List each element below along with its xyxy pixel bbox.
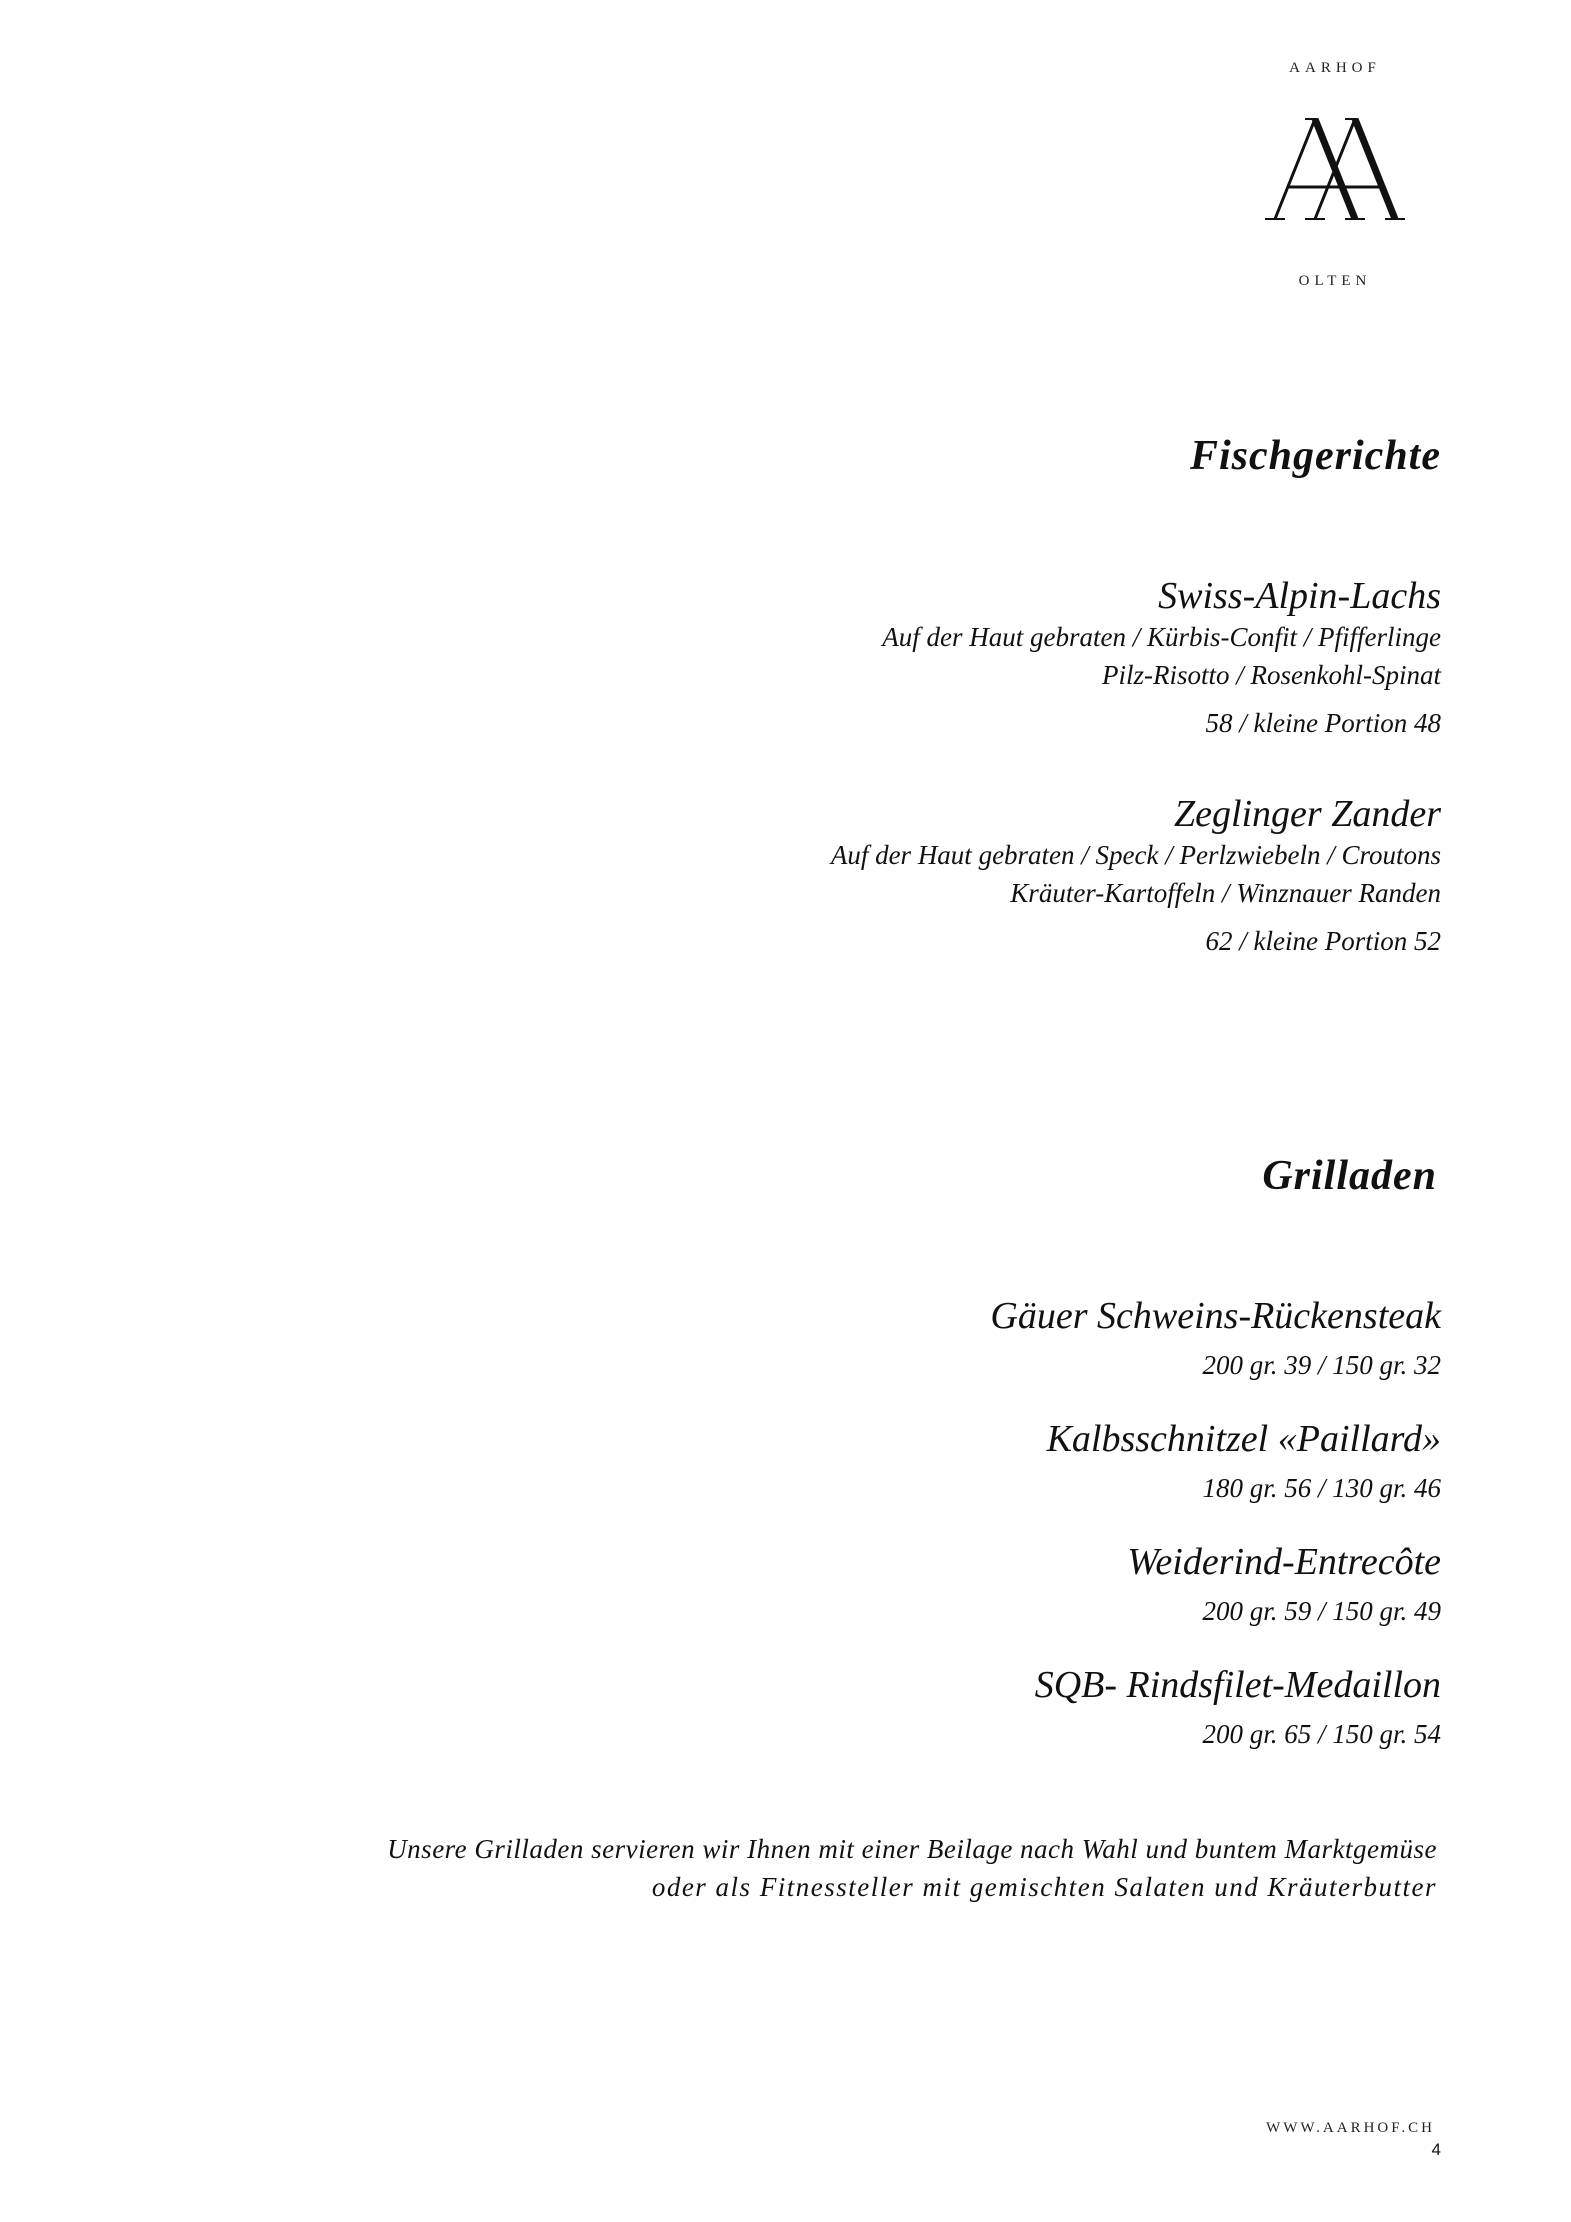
- section-title-grill: Grilladen: [1262, 1153, 1437, 1199]
- dish-price: 200 gr. 65 / 150 gr. 54: [1202, 1719, 1441, 1749]
- dish-price: 58 / kleine Portion 48: [1205, 708, 1441, 738]
- dish-name: Kalbsschnitzel «Paillard»: [1046, 1418, 1441, 1460]
- logo-top-text: AARHOF: [1289, 60, 1381, 76]
- dish-description: Auf der Haut gebraten / Kürbis-Confit / Pfifferlinge: [882, 622, 1441, 652]
- grill-note-line: oder als Fitnessteller mit gemischten Salaten und Kräuterbutter: [651, 1872, 1437, 1902]
- dish-name: Zeglinger Zander: [1173, 793, 1441, 835]
- dish-name: Gäuer Schweins-Rückensteak: [990, 1295, 1441, 1337]
- page-number: 4: [1431, 2140, 1441, 2159]
- aarhof-logo: [1255, 60, 1415, 290]
- dish-name: SQB- Rindsfilet-Medaillon: [1034, 1664, 1441, 1706]
- dish-rindsfilet-medaillon: [1035, 1663, 1441, 1753]
- dish-price: 200 gr. 39 / 150 gr. 32: [1202, 1350, 1441, 1380]
- dish-kalbsschnitzel: [1047, 1417, 1441, 1507]
- dish-description: Pilz-Risotto / Rosenkohl-Spinat: [1102, 660, 1441, 690]
- dish-name: Swiss-Alpin-Lachs: [1158, 575, 1441, 617]
- grill-note: [387, 1830, 1437, 1906]
- dish-price: 200 gr. 59 / 150 gr. 49: [1202, 1596, 1441, 1626]
- dish-zeglinger-zander: [831, 792, 1441, 960]
- dish-swiss-alpin-lachs: [882, 574, 1441, 742]
- double-a-logo-icon: [1265, 115, 1405, 223]
- dish-schweins-rueckensteak: [990, 1294, 1441, 1384]
- dish-price: 62 / kleine Portion 52: [1205, 926, 1441, 956]
- website-url: WWW.AARHOF.CH: [1266, 2120, 1435, 2136]
- grill-note-line: Unsere Grilladen servieren wir Ihnen mit einer Beilage nach Wahl und buntem Marktgemüse: [387, 1834, 1437, 1864]
- dish-weiderind-entrecote: [1127, 1540, 1441, 1630]
- logo-bottom-text: OLTEN: [1298, 273, 1372, 289]
- section-title-fisch: Fischgerichte: [1190, 433, 1441, 479]
- dish-price: 180 gr. 56 / 130 gr. 46: [1202, 1473, 1441, 1503]
- dish-name: Weiderind-Entrecôte: [1127, 1541, 1441, 1583]
- dish-description: Kräuter-Kartoffeln / Winznauer Randen: [1010, 878, 1441, 908]
- dish-description: Auf der Haut gebraten / Speck / Perlzwiebeln / Croutons: [830, 840, 1441, 870]
